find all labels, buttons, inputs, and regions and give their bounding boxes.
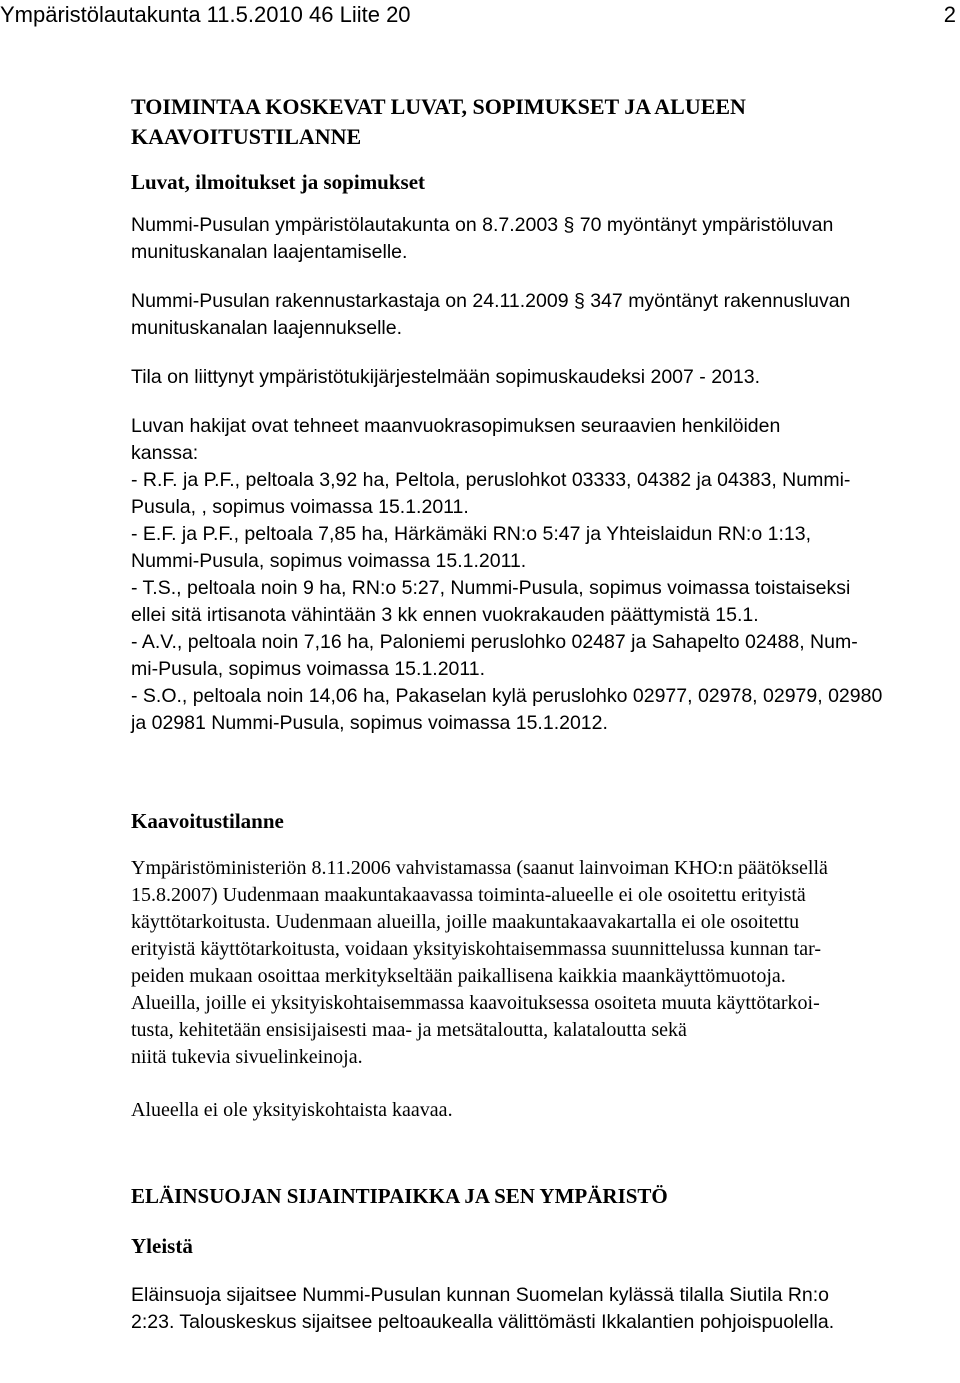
paragraph-subsidy [131,364,959,391]
title-line: KAAVOITUSTILANNE [131,124,362,149]
text-line: tusta, kehitetään ensisijaisesti maa- ja metsätaloutta, kalataloutta sekä [131,1019,687,1041]
text-line: erityistä käyttötarkoitusta, voidaan yksityiskohtaisemmassa suunnittelussa kunnan tar- [131,938,822,960]
paragraph-zoning [131,855,959,1071]
section-title-zoning: Kaavoitustilanne [131,809,284,833]
text-line: munituskanalan laajennukselle. [131,317,403,339]
text-line: peiden mukaan osoittaa merkitykseltään paikallisena kaikkia maankäyttömuotoja. [131,965,786,987]
title-line: TOIMINTAA KOSKEVAT LUVAT, SOPIMUKSET JA ALUEEN [131,94,746,119]
text-line: Tila on liittynyt ympäristötukijärjestelmään sopimuskaudeksi 2007 - 2013. [131,366,760,388]
text-line: Nummi-Pusula, sopimus voimassa 15.1.2011. [131,550,527,572]
lease-item: - T.S., peltoala noin 9 ha, RN:o 5:27, Nummi-Pusula, sopimus voimassa toistaiseksi [131,577,851,599]
page-number: 2 [943,2,956,27]
text-line: Eläinsuoja sijaitsee Nummi-Pusulan kunnan Suomelan kylässä tilalla Siutila Rn:o [131,1284,830,1306]
paragraph-no-detailed-plan: Alueella ei ole yksityiskohtaista kaavaa. [131,1099,453,1121]
text-line: Luvan hakijat ovat tehneet maanvuokrasopimuksen seuraavien henkilöiden [131,415,781,437]
text-line: Nummi-Pusulan rakennustarkastaja on 24.11.2009 § 347 myöntänyt rakennusluvan [131,290,851,312]
text-line: Alueilla, joille ei yksityiskohtaisemmassa kaavoituksessa osoiteta muuta käyttötarkoi- [131,992,820,1014]
text-line: 2:23. Talouskeskus sijaitsee peltoaukealla välittömästi Ikkalantien pohjoispuolella. [131,1311,835,1333]
text-line: munituskanalan laajentamiselle. [131,241,408,263]
section-title-location: ELÄINSUOJAN SIJAINTIPAIKKA JA SEN YMPÄRISTÖ [131,1184,668,1208]
subtitle-general: Yleistä [131,1234,193,1258]
text-line: käyttötarkoitusta. Uudenmaan alueilla, joille maakuntakaavakartalla ei ole osoitettu [131,911,800,933]
lease-item: - A.V., peltoala noin 7,16 ha, Paloniemi peruslohko 02487 ja Sahapelto 02488, Num- [131,631,858,653]
text-line: Ympäristöministeriön 8.11.2006 vahvistamassa (saanut lainvoiman KHO:n päätöksellä [131,857,828,879]
text-line: ellei sitä irtisanota vähintään 3 kk ennen vuokrakauden päättymistä 15.1. [131,604,759,626]
section-title-permits [131,92,959,152]
lease-item: - S.O., peltoala noin 14,06 ha, Pakaselan kylä peruslohko 02977, 02978, 02979, 02980 [131,685,883,707]
document-body [131,92,959,1336]
paragraph-environmental-permit [131,212,959,266]
text-line: ja 02981 Nummi-Pusula, sopimus voimassa 15.1.2012. [131,712,608,734]
subtitle-permits: Luvat, ilmoitukset ja sopimukset [131,170,426,194]
text-line: niitä tukevia sivuelinkeinoja. [131,1046,363,1068]
text-line: Pusula, , sopimus voimassa 15.1.2011. [131,496,469,518]
text-line: kanssa: [131,442,199,464]
paragraph-building-permit [131,288,959,342]
paragraph-lease-agreements [131,413,959,737]
header-title: Ympäristölautakunta 11.5.2010 46 Liite 20 [0,2,411,27]
text-line: 15.8.2007) Uudenmaan maakuntakaavassa toiminta-alueelle ei ole osoitettu erityistä [131,884,806,906]
lease-item: - E.F. ja P.F., peltoala 7,85 ha, Härkämäki RN:o 5:47 ja Yhteislaidun RN:o 1:13, [131,523,811,545]
paragraph-location [131,1282,959,1336]
page-header [0,2,960,42]
text-line: Nummi-Pusulan ympäristölautakunta on 8.7.2003 § 70 myöntänyt ympäristöluvan [131,214,834,236]
text-line: mi-Pusula, sopimus voimassa 15.1.2011. [131,658,486,680]
lease-item: - R.F. ja P.F., peltoala 3,92 ha, Peltola, peruslohkot 03333, 04382 ja 04383, Nummi- [131,469,851,491]
